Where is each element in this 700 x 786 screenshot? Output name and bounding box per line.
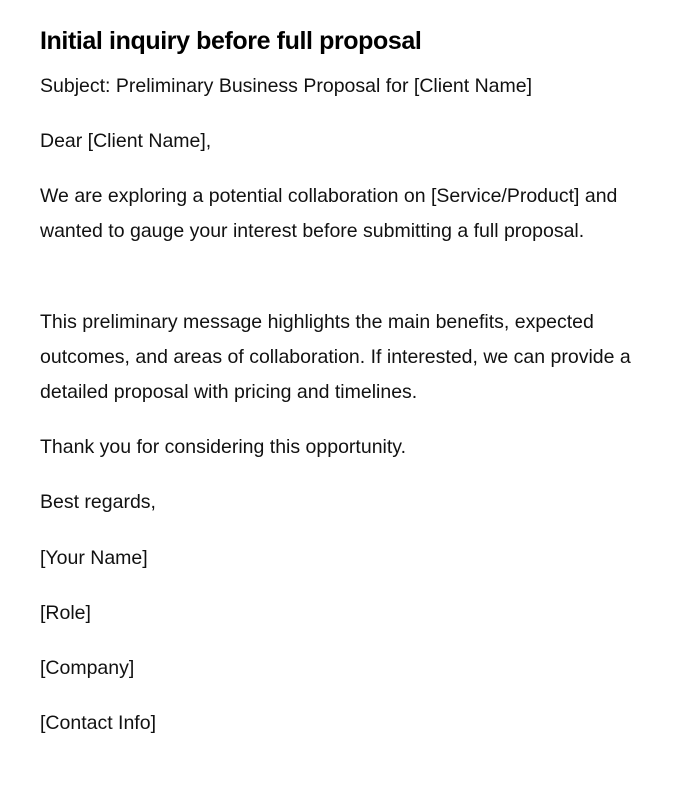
body-paragraph-thanks: Thank you for considering this opportunity. <box>40 436 407 458</box>
subject-line: Subject: Preliminary Business Proposal for [Client Name] <box>40 75 533 97</box>
signature-contact: [Contact Info] <box>40 712 156 734</box>
signature-name: [Your Name] <box>40 547 148 569</box>
greeting: Dear [Client Name], <box>40 130 212 152</box>
signature-role: [Role] <box>40 602 91 624</box>
document-title: Initial inquiry before full proposal <box>40 27 422 55</box>
body-paragraph-intro: We are exploring a potential collaboration on [Service/Product] and wanted to gauge your interest before submitting a full proposal. <box>40 185 618 242</box>
signature-company: [Company] <box>40 657 135 679</box>
body-paragraph-details: This preliminary message highlights the main benefits, expected outcomes, and areas of collaboration. If interested, we can provide a detailed proposal with pricing and timelines. <box>40 311 631 403</box>
closing: Best regards, <box>40 491 156 513</box>
